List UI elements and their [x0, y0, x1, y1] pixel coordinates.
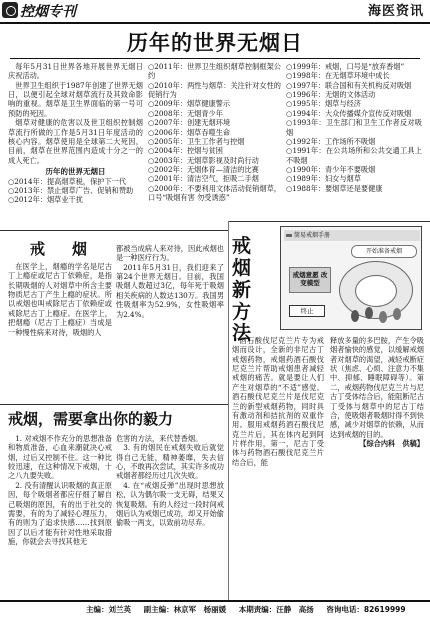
timeline-item: ○2008年：无烟青少年 [148, 108, 223, 118]
timeline-item: ○1998年：在无烟草环境中成长 [286, 71, 390, 81]
courage-point: 3. 有的烟民在戒烟失败后就觉得自己无能，精神萎靡，失去信心，不敢再次尝试，其实许多成功戒烟者都经历过几次失败。 [116, 443, 224, 481]
timeline-item: ○1988年：要烟草还是要健康 [286, 183, 383, 193]
section-divider [228, 221, 430, 222]
section-divider [0, 404, 228, 405]
timeline-item: ○2005年：卫生工作者与控烟 [148, 136, 245, 146]
timeline-item: ○2011年：世界卫生组织烟草控制框架公约 [148, 62, 281, 81]
no-smoking-logo-icon [2, 2, 18, 18]
title-char: 方 [232, 300, 252, 323]
timeline-item: ○1991年：在公共场所和公共交通工具上不吸烟 [286, 146, 422, 165]
method-article-col1 [232, 336, 324, 467]
timeline-item: ○2001年：清洁空气，拒吸二手烟 [148, 174, 259, 184]
method-article-col2 [330, 336, 424, 448]
timeline-item: ○2002年：无烟体育—清洁的比赛 [148, 164, 259, 174]
stop-stage-label: 终止 [289, 305, 325, 317]
timeline-item: ○1994年：大众传播媒介宣传反对吸烟 [286, 108, 412, 118]
publication-name: 海医资讯 [367, 4, 424, 19]
column-divider [228, 221, 229, 600]
courage-article-col1 [8, 434, 112, 546]
courage-article-title: 戒烟，需要拿出你的毅力 [8, 410, 174, 428]
timeline-item: ○2014年：提高烟草税，保护下一代 [8, 176, 127, 186]
page-footer [0, 600, 430, 617]
title-char: 戒 [232, 235, 252, 257]
timeline-item: ○2013年：禁止烟草广告、促销和赞助 [8, 186, 134, 196]
quit-article-paragraph: 2011年5月31日，我们迎来了第24个世界无烟日。目前，我国吸烟人数超过3亿，每年死于吸烟相关疾病的人数达130万。我国男性吸烟率为52.9%，女性吸烟率为2.4%。 [116, 262, 224, 319]
timeline-item: ○1990年：青少年不要吸烟 [286, 164, 376, 174]
footer-duty-editor: 本期责编：汪静 高扬 [238, 605, 314, 614]
title-char: 新 [232, 278, 252, 301]
intro-paragraph: 每年5月31日世界各地开展世界无烟日庆祝活动。 [8, 62, 143, 81]
method-paragraph: 释放多量的多巴胺，产生令吸烟者愉快的感觉，以缓解戒烟者对烟草的渴望，减轻戒断症状（焦虑、心烦、注意力不集中、抑郁、睡眠障碍等）。第二，戒烟药物伐尼克兰片与尼古丁受体结合后，能阻断尼古丁受体与烟草中的尼古丁结合，使吸烟者吸烟时得不到快感，减少对烟草的依赖，从而达到戒烟的目的。 [330, 336, 424, 439]
timeline-item: ○2000年：不要利用文体活动促销烟草，口号“吸烟有害 勿受诱惑” [148, 183, 281, 203]
page-title: 历年的世界无烟日 [127, 31, 303, 55]
timeline-item: ○2009年：烟草健康警示 [148, 99, 231, 109]
title-char: 法 [232, 322, 252, 345]
footer-editor: 主编：刘兰英 [86, 605, 131, 614]
timeline-item: ○1999年：戒烟，口号是“放弃香烟” [286, 62, 405, 71]
timeline-right [286, 62, 422, 193]
timeline-item: ○2010年：两性与烟草：关注针对女性的促销行为 [148, 80, 281, 100]
section-divider [0, 230, 228, 231]
article-byline: 【综合内科 供稿】 [359, 438, 424, 448]
timeline-subtitle: 历年的世界无烟日 [45, 166, 106, 176]
timeline-middle [148, 62, 281, 202]
footer-deputy-editor: 副主编：林京军 杨丽媛 [143, 605, 227, 614]
timeline-item: ○1995年：烟草与经济 [286, 99, 361, 109]
courage-point: 1. 对戒烟不作充分的思想准备和物质准备，心血来潮就决心戒烟，过后又控制不住。这一种比较迅速，在这种情况下戒烟，十之八九要失败。 [8, 434, 112, 481]
courage-point: 危害的方法，来代替香烟。 [116, 434, 203, 443]
timeline-item: ○1989年：妇女与烟草 [286, 174, 361, 184]
quit-article-title: 戒 烟 [30, 240, 94, 258]
courage-point: 2. 没有清醒认识吸烟的真正原因，每个吸烟者都应仔细了解自己吸烟的原因，有的出于社交的需要，有的为了减轻心理压力，有的则为了追求快感……找到原因了以后才能有针对性地采取措施，你就会去寻找其他无 [8, 480, 112, 546]
courage-article-col2 [116, 434, 224, 528]
timeline-item: ○2006年：烟草吞噬生命 [148, 127, 231, 137]
quit-model-illustration [280, 226, 422, 330]
title-rule [10, 58, 420, 59]
courage-point: 4. 在“戒烟反弹”出现时思想放松，认为偶尔吸一支无碍，结果又恢复吸烟。有的人经过一段时间戒烟后认为戒烟已成功，却又开始偷偷吸一两支，以致前功尽弃。 [116, 480, 224, 528]
footer-phone: 咨询电话：82619999 [326, 605, 406, 614]
timeline-item: ○2007年：创建无烟环境 [148, 118, 231, 128]
method-paragraph: 酒石酸伐尼克兰片专为戒烟而设计，全新的非尼古丁戒烟药物，戒烟药酒石酸伐尼克兰片帮助戒烟患者减轻戒烟的痛苦。就是要让人们产生对烟草的“不适”感觉。酒石酸伐尼克兰片是伐尼克兰的新型戒烟药物，同时具有激动剂和拮抗剂的双重作用。服用戒烟药酒石酸伐尼克兰片后，其在体内起到阿片样作用，第一，尼古丁受体与药物酒石酸伐尼克兰片结合后，能 [232, 336, 324, 467]
title-char: 烟 [232, 256, 252, 279]
timeline-item: ○2012年：烟草业干扰 [8, 195, 83, 205]
banner-tag-icon [286, 234, 292, 237]
intro-paragraph: 世界卫生组织于1987年创建了世界无烟日，以便引起全球对烟草流行及其致命影响的重视。烟草是卫生界面临的第一号可预防的死因。 [8, 80, 143, 118]
quit-article-col2 [116, 244, 224, 319]
cycle-inner-icon [355, 275, 397, 307]
quit-article-paragraph: 在医学上，烟瘾的学名是尼古丁上瘾症或尼古丁依赖症，是指长期吸烟的人对烟草中所含主要物质尼古丁产生上瘾的症状。所以戒烟也叫戒除尼古丁依赖症或戒除尼古丁上瘾症。在医学上，把烟瘾（尼古丁上瘾症）当成是一种慢性病来对待，吸烟的人 [8, 262, 112, 337]
intro-paragraph: 烟草对健康的危害以及世卫组织控制烟草流行所做的工作是5月31日年度活动的核心内容。烟草使用是全球第二大死因，目前，烟草在世界范围内造成十分之一的成人死亡。 [8, 118, 143, 165]
timeline-item: ○1997年：联合国和有关机构反对吸烟 [286, 80, 412, 90]
timeline-item: ○2004年：控烟与贫困 [148, 146, 223, 156]
method-article-title [232, 236, 282, 345]
intro-column [8, 62, 143, 205]
footprints-icon [345, 307, 415, 325]
quit-article-col1 [8, 262, 112, 337]
model-box: 戒烟意愿 改变模型 [289, 267, 331, 293]
timeline-item: ○1996年：无烟的文体活动 [286, 90, 376, 100]
prepare-stage-label: 开始准备戒烟 [351, 245, 417, 258]
handbook-banner [284, 230, 420, 241]
timeline-item: ○2003年：无烟草影视及时尚行动 [148, 155, 259, 165]
quit-article-paragraph: 都被当成病人来对待，因此戒烟也是一种医疗行为。 [116, 244, 224, 263]
timeline-item: ○1993年：卫生部门和卫生工作者反对吸烟 [286, 118, 422, 137]
page-header [0, 0, 430, 24]
handbook-banner-label: 简易戒烟手册 [294, 232, 331, 239]
timeline-item: ○1992年：工作场所不吸烟 [286, 136, 376, 146]
section-name: 控烟专刊 [20, 4, 76, 20]
